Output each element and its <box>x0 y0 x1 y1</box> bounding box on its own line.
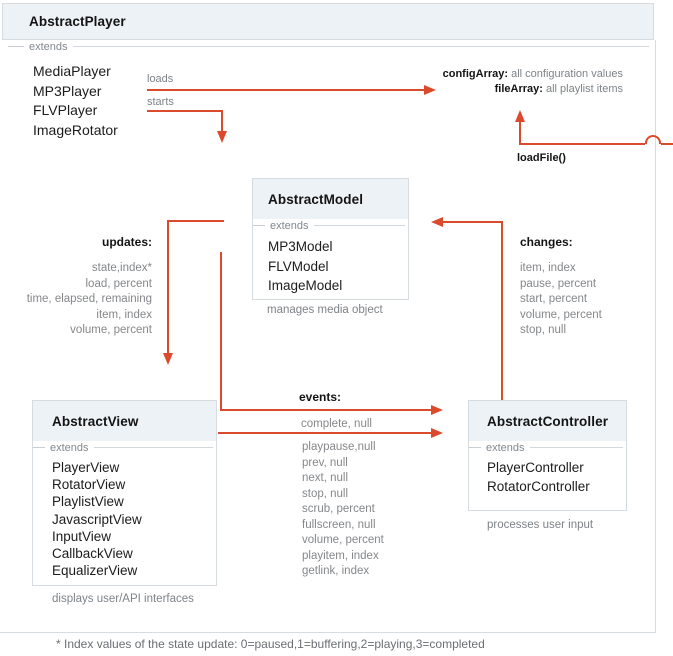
list-item: CallbackView <box>52 546 133 562</box>
player-extends-row <box>8 40 652 53</box>
events-label: events: <box>299 390 342 404</box>
list-item: EqualizerView <box>52 563 138 579</box>
list-item: FLVModel <box>268 258 329 274</box>
param-item: volume, percent <box>70 324 152 336</box>
loads-arrow-label: loads <box>147 73 174 85</box>
abstract-player-header <box>2 3 654 40</box>
view-caption: displays user/API interfaces <box>52 593 194 605</box>
arrowhead-right-icon <box>424 85 436 95</box>
diagram-frame-bottom-line <box>0 632 656 633</box>
list-item: JavascriptView <box>52 511 142 527</box>
param-item: volume, percent <box>520 308 602 321</box>
file-array-key: fileArray: <box>494 83 543 95</box>
param-item: getlink, index <box>302 565 370 577</box>
list-item: RotatorController <box>487 478 590 494</box>
param-item: stop, null <box>302 487 349 500</box>
arrowhead-right-icon <box>431 405 443 415</box>
loadfile-label: loadFile() <box>517 152 566 164</box>
param-item: time, elapsed, remaining <box>26 293 152 305</box>
changes-param-list <box>520 261 602 339</box>
param-item: start, percent <box>520 293 588 305</box>
extends-divider-line <box>73 46 649 47</box>
extends-divider-line <box>530 447 623 448</box>
param-item: scrub, percent <box>302 503 375 515</box>
list-item: MP3Player <box>33 82 102 99</box>
list-item: RotatorView <box>52 477 126 493</box>
model-extends-row <box>253 219 408 232</box>
model-events-arrow-line <box>220 409 433 411</box>
extends-tick-line <box>33 447 45 448</box>
config-array-row <box>443 67 623 82</box>
list-item: MP3Model <box>268 239 333 254</box>
starts-arrow-label: starts <box>147 96 174 108</box>
param-item: playitem, index <box>302 549 379 562</box>
param-item: item, index <box>520 262 576 274</box>
loadfile-arrow-line <box>519 143 645 145</box>
events-param-list <box>302 440 384 580</box>
abstract-player-title: AbstractPlayer <box>29 14 126 29</box>
list-item: PlayerView <box>52 460 120 475</box>
list-item: ImageModel <box>268 278 343 293</box>
abstract-controller-box <box>468 400 627 511</box>
abstract-model-box <box>252 178 409 300</box>
player-subclass-list <box>33 62 118 140</box>
line-hop-icon <box>645 135 661 144</box>
extends-divider-line <box>94 447 213 448</box>
extends-tick-line <box>253 225 265 226</box>
controller-title: AbstractController <box>487 413 609 429</box>
list-item: InputView <box>52 528 112 544</box>
extends-label: extends <box>270 219 309 232</box>
config-array-desc: all configuration values <box>508 68 623 80</box>
param-item: pause, percent <box>520 277 597 290</box>
param-item: prev, null <box>302 456 348 469</box>
updates-arrow-line <box>167 220 224 222</box>
updates-param-list <box>0 261 152 339</box>
events-first-param: complete, null <box>301 418 372 430</box>
updates-arrow-line <box>167 220 169 355</box>
controller-header <box>469 401 626 441</box>
view-title: AbstractView <box>52 413 139 429</box>
model-events-arrow-line <box>220 252 222 411</box>
extends-tick-line <box>469 447 481 448</box>
extends-label: extends <box>50 441 89 454</box>
diagram-frame-right-line <box>655 40 656 632</box>
controller-extends-row <box>469 441 626 454</box>
param-item: load, percent <box>85 277 152 290</box>
file-array-row <box>443 82 623 97</box>
param-item: state,index* <box>91 262 152 274</box>
changes-label: changes: <box>520 235 573 249</box>
list-item: PlayerController <box>487 460 584 475</box>
param-item: next, null <box>302 472 349 484</box>
model-caption: manages media object <box>267 304 383 316</box>
arrowhead-right-icon <box>431 428 443 438</box>
model-subclass-list <box>253 232 408 296</box>
abstract-view-box <box>32 400 217 586</box>
extends-tick-line <box>8 46 24 47</box>
controller-caption: processes user input <box>487 519 594 531</box>
config-array-key: configArray: <box>442 68 509 80</box>
loads-arrow-line <box>147 89 426 91</box>
config-annotations <box>443 67 623 97</box>
view-extends-row <box>33 441 216 454</box>
param-item: playpause,null <box>302 441 376 453</box>
param-item: volume, percent <box>302 534 384 546</box>
arrowhead-left-icon <box>431 217 443 227</box>
list-item: MediaPlayer <box>33 63 111 79</box>
param-item: fullscreen, null <box>302 518 376 531</box>
list-item: ImageRotator <box>33 121 118 138</box>
updates-label: updates: <box>101 235 152 249</box>
arrowhead-down-icon <box>163 353 173 365</box>
arrowhead-down-icon <box>217 131 227 143</box>
list-item: FLVPlayer <box>33 102 98 118</box>
view-subclass-list <box>33 454 216 579</box>
starts-arrow-line <box>147 110 223 112</box>
param-item: item, index <box>96 308 152 321</box>
loadfile-arrow-line <box>519 120 521 145</box>
controller-subclass-list <box>469 454 626 496</box>
view-header <box>33 401 216 441</box>
changes-arrow-line <box>441 221 503 223</box>
model-header <box>253 179 408 219</box>
list-item: PlaylistView <box>52 494 124 510</box>
loadfile-arrow-line <box>661 143 673 145</box>
file-array-desc: all playlist items <box>542 83 623 95</box>
starts-arrow-line <box>221 110 223 133</box>
extends-divider-line <box>314 225 405 226</box>
footnote: * Index values of the state update: 0=paused,1=buffering,2=playing,3=completed <box>56 637 485 651</box>
extends-label: extends <box>486 441 525 454</box>
extends-label: extends <box>29 40 68 53</box>
model-title: AbstractModel <box>268 191 364 207</box>
changes-arrow-line <box>501 221 503 400</box>
param-item: stop, null <box>520 324 567 336</box>
